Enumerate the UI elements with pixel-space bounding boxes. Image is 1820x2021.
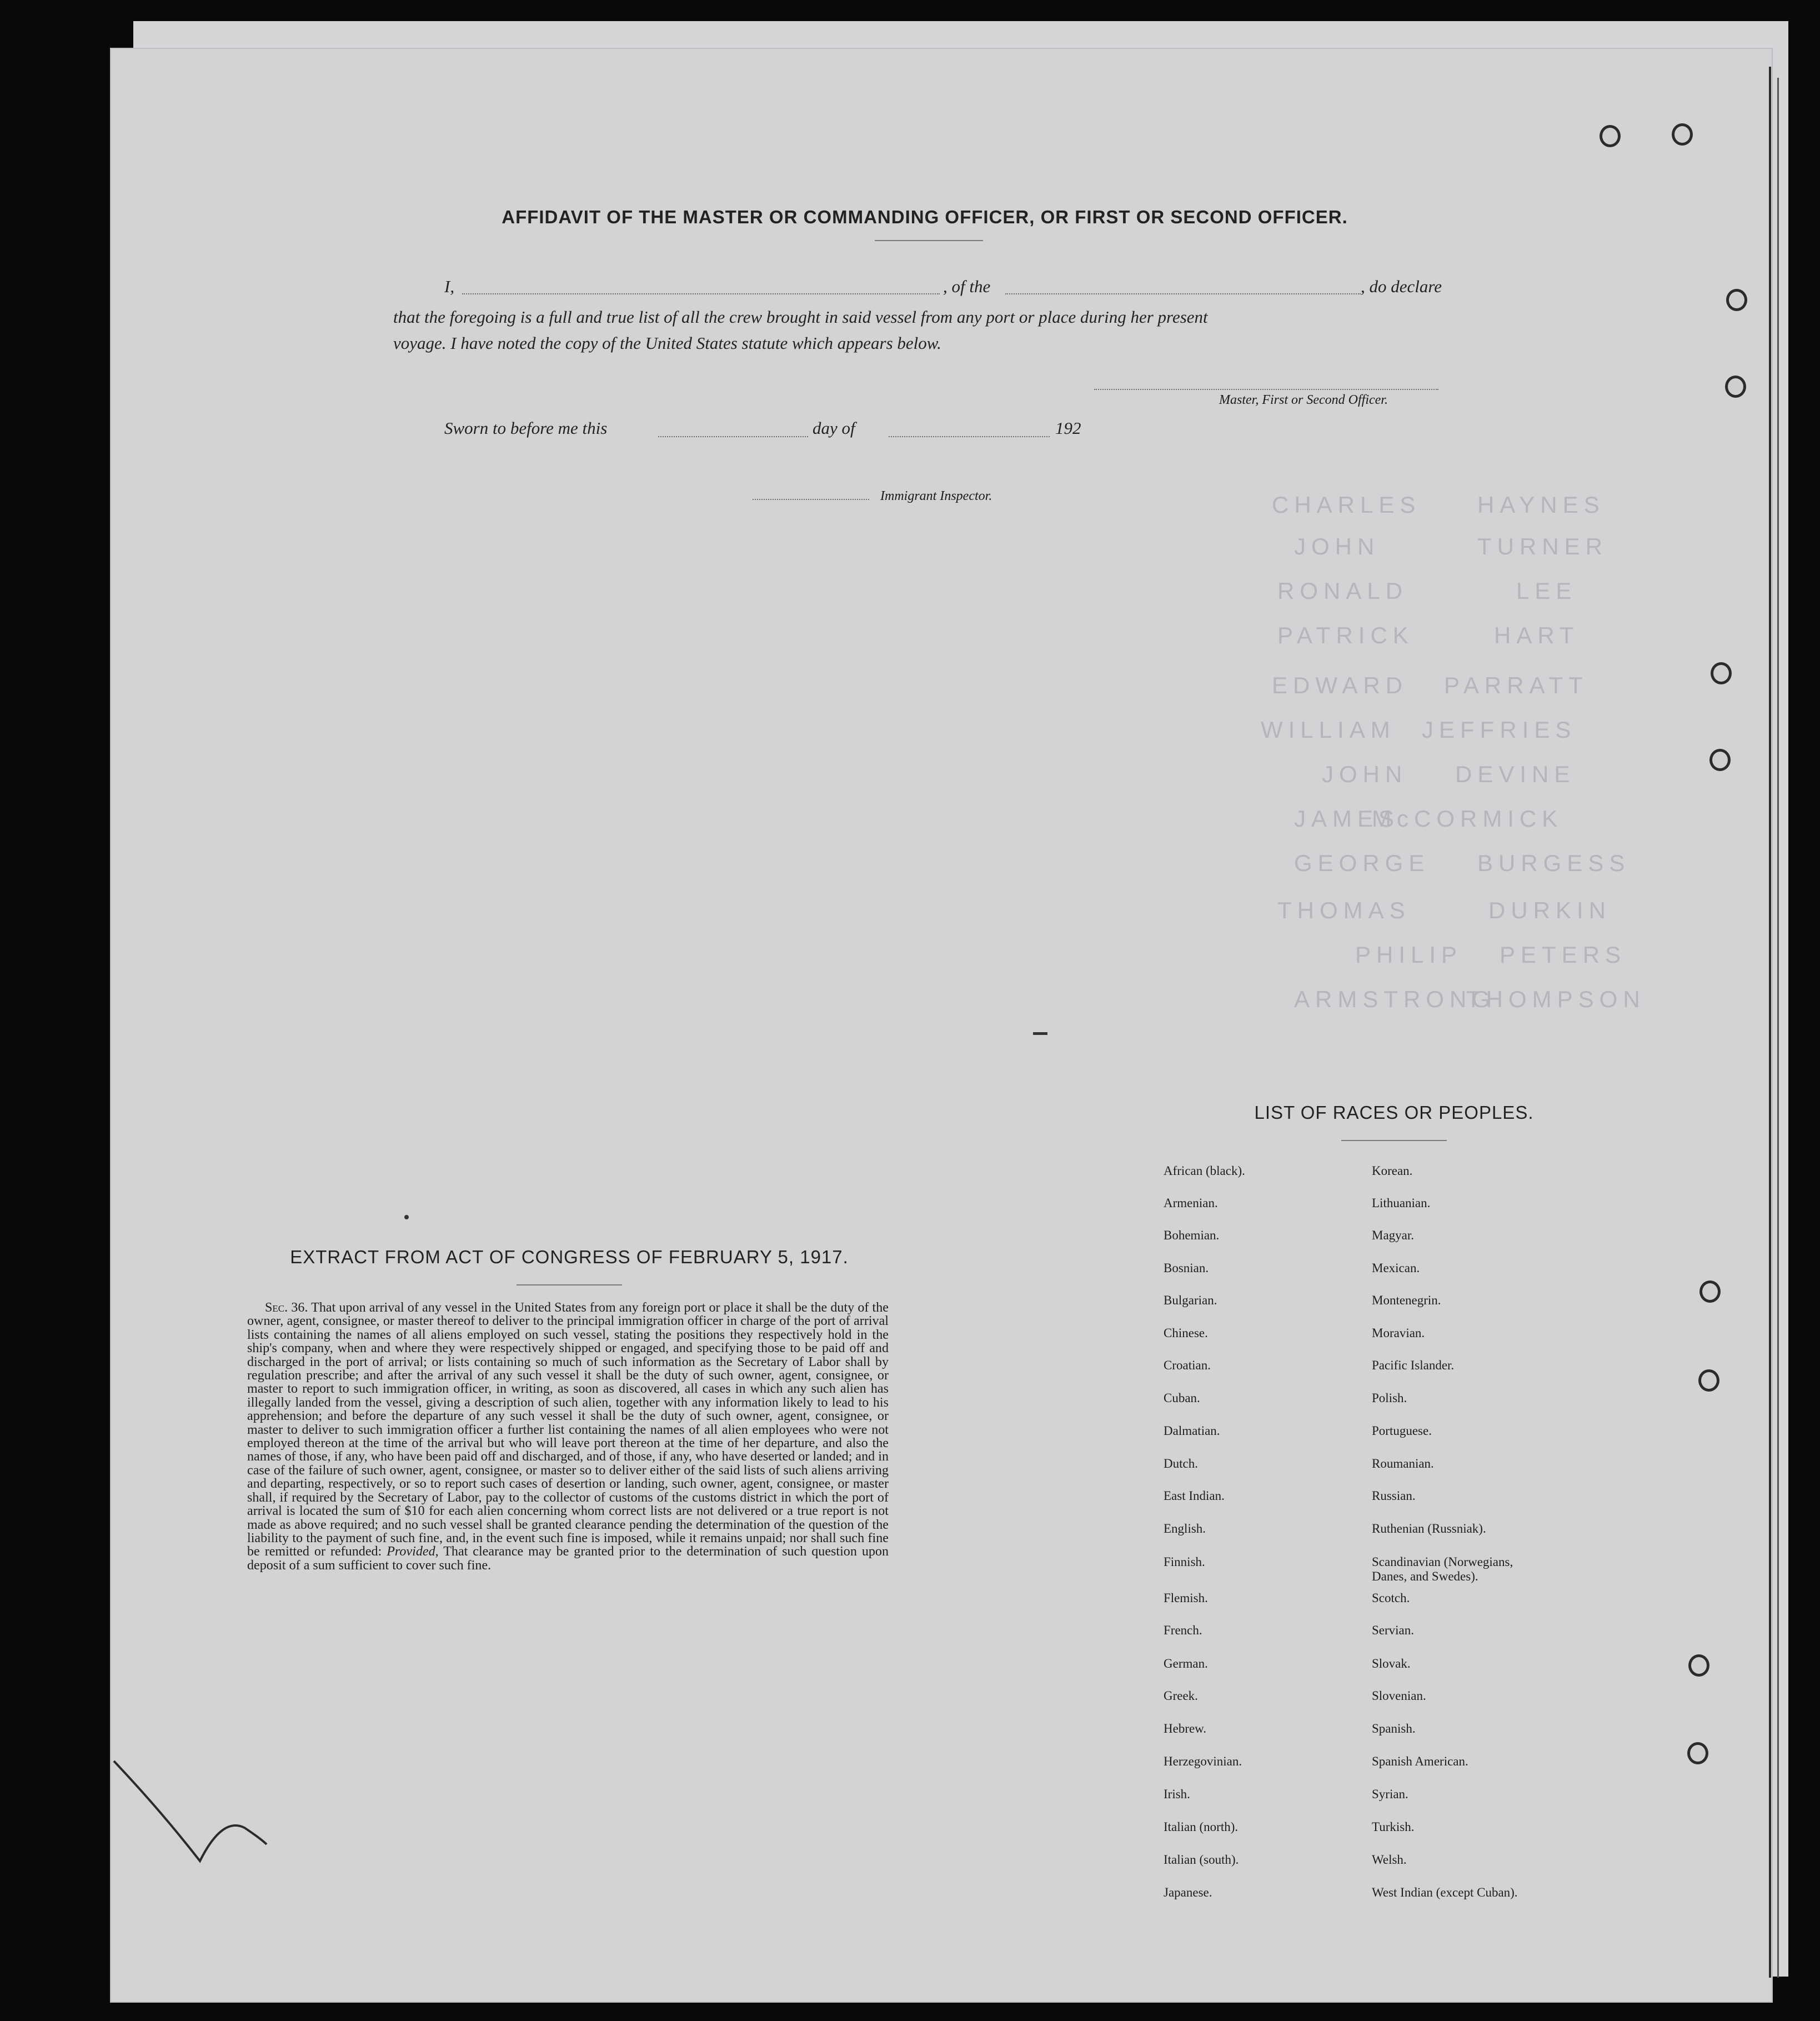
race-item: Irish. [1164,1787,1190,1801]
provided-word: Provided, [387,1544,439,1559]
race-item: Portuguese. [1372,1424,1432,1438]
sworn-text: Sworn to before me this [444,418,608,438]
race-item: Flemish. [1164,1591,1208,1605]
race-item: Lithuanian. [1372,1196,1431,1210]
manifest-page [111,49,1772,2002]
race-item: East Indian. [1164,1489,1225,1503]
race-item: Bohemian. [1164,1228,1220,1242]
race-item: Spanish. [1372,1722,1416,1735]
race-item: Herzegovinian. [1164,1754,1242,1768]
extract-title: EXTRACT FROM ACT OF CONGRESS OF FEBRUARY 5, 1917. [290,1247,849,1267]
race-item: German. [1164,1657,1208,1670]
race-item: Armenian. [1164,1196,1218,1210]
name-blank[interactable] [462,293,940,294]
page-edge [1769,67,1771,1978]
race-item: Spanish American. [1372,1754,1468,1768]
race-item: English. [1164,1522,1206,1535]
race-item: Moravian. [1372,1326,1425,1340]
punch-hole [1726,289,1747,311]
punch-hole [1725,376,1746,398]
punch-hole [1709,749,1731,771]
signature-label: Master, First or Second Officer. [1219,393,1388,407]
punch-hole [1672,123,1693,146]
race-item: Greek. [1164,1689,1198,1703]
affidavit-of-the: , of the [943,277,991,296]
race-item: Dalmatian. [1164,1424,1220,1438]
race-item: Turkish. [1372,1820,1415,1834]
extract-text-2: That clearance may be granted prior to the determination of such question upon deposit of a sum sufficient to cover such fine. [247,1544,889,1573]
race-item: Pacific Islander. [1372,1358,1455,1372]
race-item: French. [1164,1623,1202,1637]
race-item: Polish. [1372,1391,1407,1405]
punch-hole [1600,125,1621,147]
race-item: West Indian (except Cuban). [1372,1885,1518,1899]
race-item: Slovenian. [1372,1689,1426,1703]
race-item: Montenegrin. [1372,1293,1441,1307]
ink-mark [1033,1032,1047,1035]
races-title: LIST OF RACES OR PEOPLES. [1254,1102,1534,1123]
year-prefix: 192 [1055,418,1081,438]
race-item: Roumanian. [1372,1457,1434,1470]
race-item: Magyar. [1372,1228,1415,1242]
race-item: Bosnian. [1164,1261,1209,1275]
extract-rule [517,1284,622,1285]
race-item: Croatian. [1164,1358,1211,1372]
title-rule [875,240,983,241]
race-item: African (black). [1164,1164,1245,1178]
race-item: Scandinavian (Norwegians, Danes, and Swedes). [1372,1555,1513,1583]
race-item: Cuban. [1164,1391,1200,1405]
affidavit-line3: voyage. I have noted the copy of the United States statute which appears below. [393,333,941,353]
race-item: Servian. [1372,1623,1415,1637]
race-item: Chinese. [1164,1326,1208,1340]
ink-dot [404,1215,409,1219]
race-item: Italian (north). [1164,1820,1239,1834]
extract-body [247,1301,889,1572]
race-item: Korean. [1372,1164,1413,1178]
races-rule [1341,1140,1447,1141]
race-item: Slovak. [1372,1657,1411,1670]
race-item: Mexican. [1372,1261,1420,1275]
race-item: Syrian. [1372,1787,1408,1801]
punch-hole [1698,1369,1719,1392]
page-edge [1777,78,1779,1978]
extract-text-1: That upon arrival of any vessel in the United States from any foreign port or place it shall be the duty of the owner, agent, consignee, or master thereof to deliver to the principal immigration officer in charge of the port of arrival lists containing the names of all aliens employed on such vessel, stating the positions they respectively hold in the ship's company, when and where they were respectively shipped or engaged, and specifying those to be paid off and discharged in the port of arrival; or lists containing so much of such information as the Secretary of Labor shall by regulation prescribe; and after the arrival of any such vessel it shall be the duty of such owner, agent, consignee, or master to report to such immigration officer, in writing, as soon as discovered, all cases in which any such alien has illegally landed from the vessel, giving a description of such alien, together with any information likely to lead to his apprehension; and before the departure of any such vessel it shall be the duty of such owner, agent, consignee, or master to deliver to such immigration officer a further list containing the names of all alien employees who were not employed thereon at the time of the arrival but who will leave port thereon at the time of her departure, and also the names of those, if any, who have been paid off and discharged, and of those, if any, who have deserted or landed; and in case of the failure of such owner, agent, consignee, or master so to deliver either of the said lists of such aliens arriving and departing, respectively, or so to report such cases of desertion or landing, such owner, agent, consignee, or master shall, if required by the Secretary of Labor, pay to the collector of customs of the customs district in which the port of arrival is located the sum of $10 for each alien concerning whom correct lists are not delivered or a true report is not made as above required; and no such vessel shall be granted clearance pending the determination of the question of the liability to the payment of such fine, and, in the event such fine is imposed, while it remains unpaid; nor shall such fine be remitted or refunded: [247,1300,889,1559]
vessel-blank[interactable] [1005,293,1361,294]
punch-hole [1699,1280,1721,1303]
race-item: Italian (south). [1164,1853,1239,1867]
inspector-label: Immigrant Inspector. [880,489,992,503]
inspector-blank[interactable] [753,499,869,500]
affidavit-declare: , do declare [1361,277,1442,296]
race-item: Scotch. [1372,1591,1410,1605]
punch-hole [1687,1742,1708,1764]
race-item: Japanese. [1164,1885,1212,1899]
affidavit-line2: that the foregoing is a full and true list of all the crew brought in said vessel from any port or place during her present [393,307,1208,327]
affidavit-title: AFFIDAVIT OF THE MASTER OR COMMANDING OFFICER, OR FIRST OR SECOND OFFICER. [502,207,1348,227]
signature-blank[interactable] [1094,389,1438,390]
race-item: Dutch. [1164,1457,1198,1470]
race-item: Bulgarian. [1164,1293,1217,1307]
day-blank[interactable] [658,436,808,437]
pen-stroke [111,1750,278,1878]
section-label: Sec. 36. [265,1300,308,1315]
punch-hole [1688,1654,1709,1677]
race-item: Russian. [1372,1489,1416,1503]
day-of-text: day of [813,418,855,438]
affidavit-i: I, [444,277,455,296]
race-item: Ruthenian (Russniak). [1372,1522,1486,1535]
race-item: Finnish. [1164,1555,1205,1569]
month-blank[interactable] [889,436,1050,437]
race-item: Hebrew. [1164,1722,1207,1735]
race-item: Welsh. [1372,1853,1407,1867]
punch-hole [1711,662,1732,684]
